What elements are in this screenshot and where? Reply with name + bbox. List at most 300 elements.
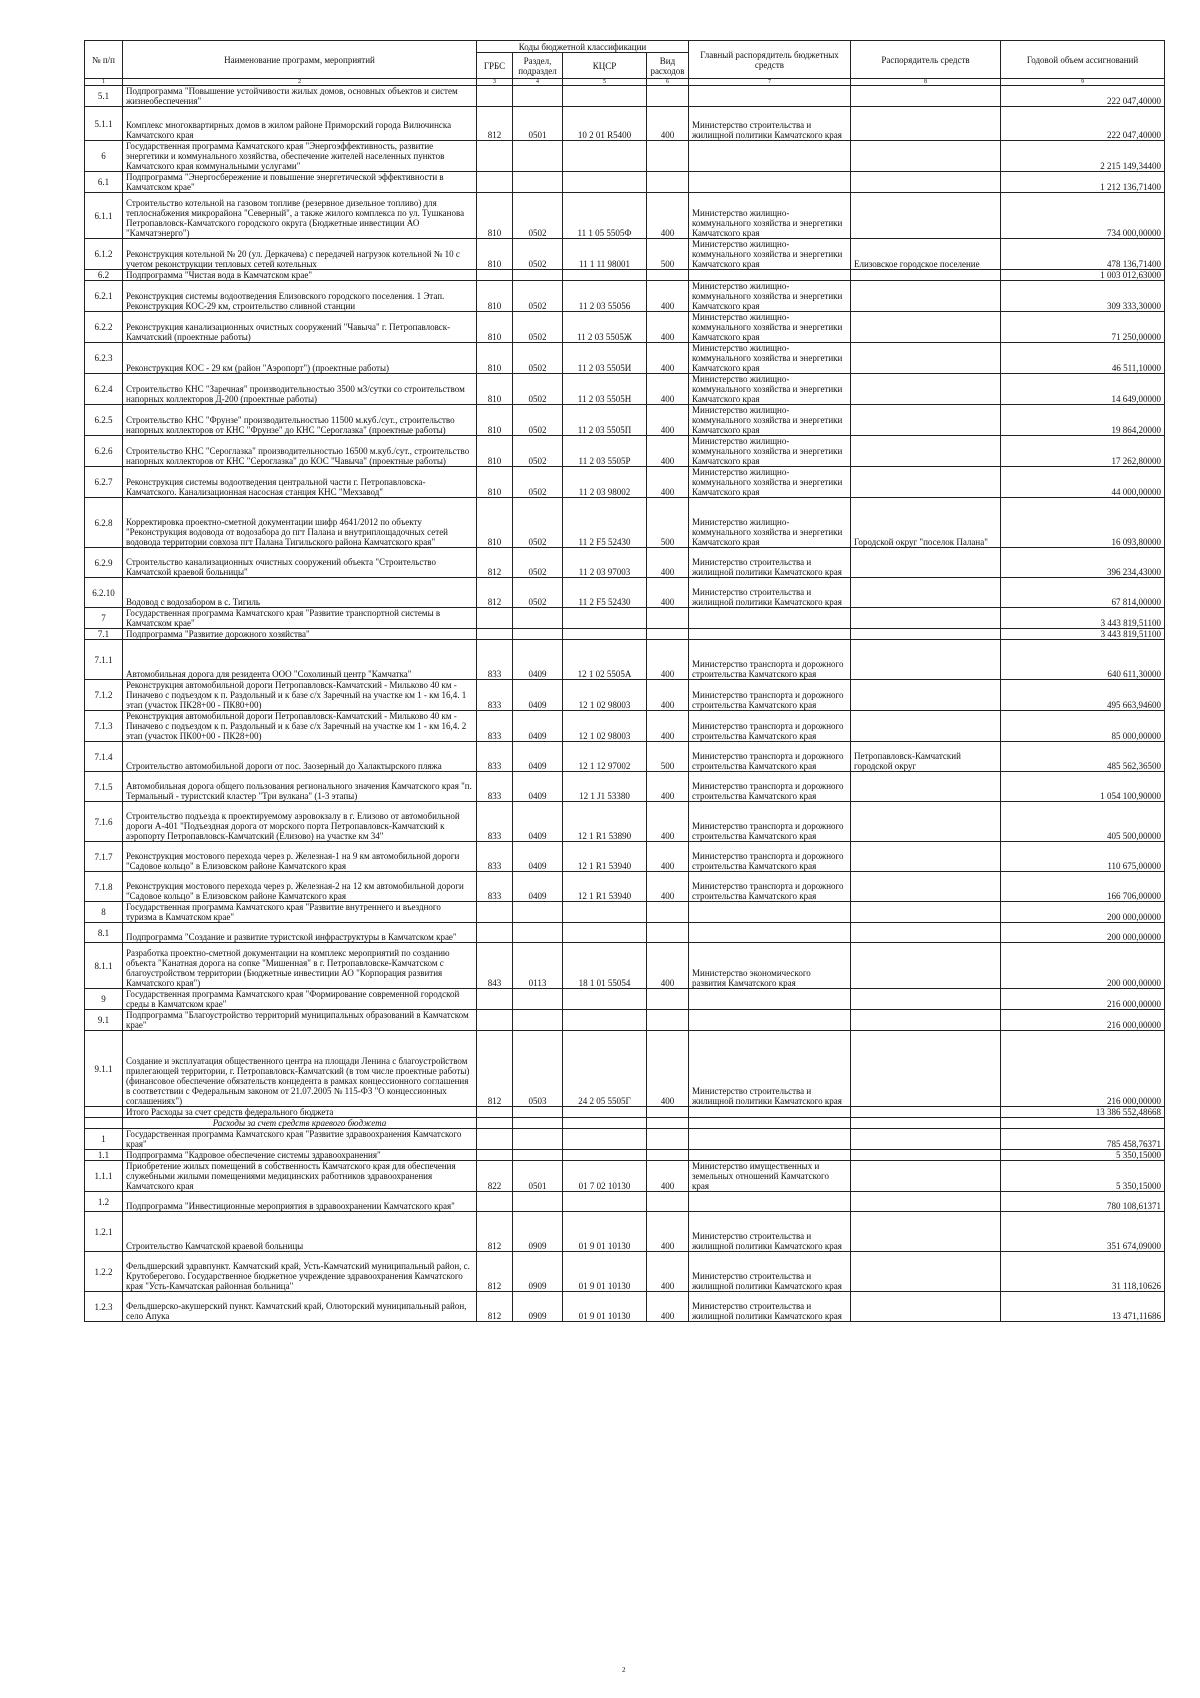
row-vid [647, 989, 689, 1010]
row-main-manager: Министерство жилищно-коммунального хозяйства и энергетики Камчатского края [689, 343, 851, 374]
table-row [85, 498, 1165, 548]
row-main-manager: Министерство строительства и жилищной политики Камчатского края [689, 1031, 851, 1107]
row-amount: 734 000,00000 [1001, 193, 1165, 239]
row-amount: 5 350,15000 [1001, 1150, 1165, 1161]
row-name: Реконструкция системы водоотведения центральной части г. Петропавловска-Камчатского. Канализационная насосная станция КНС "Мехзавод" [123, 467, 477, 498]
row-kcsr: 12 1 02 5505А [563, 640, 647, 680]
row-kcsr: 12 1 12 97002 [563, 742, 647, 772]
table-row [85, 281, 1165, 312]
row-num: 9 [85, 989, 123, 1010]
row-num: 6.2.8 [85, 498, 123, 548]
row-manager [851, 711, 1001, 742]
row-num: 7.1.3 [85, 711, 123, 742]
row-name: Автомобильная дорога для резидента ООО "Сохолиный центр "Камчатка" [123, 640, 477, 680]
row-razdel: 0502 [513, 193, 563, 239]
row-amount: 200 000,00000 [1001, 923, 1165, 943]
row-manager: Петропавловск-Камчатский городской округ [851, 742, 1001, 772]
row-grbs: 810 [477, 405, 513, 436]
row-vid: 500 [647, 742, 689, 772]
table-row [85, 1161, 1165, 1192]
row-razdel: 0909 [513, 1212, 563, 1252]
row-name: Государственная программа Камчатского края "Развитие внутреннего и въездного туризма в Камчатском крае" [123, 902, 477, 923]
row-main-manager: Министерство жилищно-коммунального хозяйства и энергетики Камчатского края [689, 405, 851, 436]
row-vid: 500 [647, 498, 689, 548]
row-kcsr [563, 923, 647, 943]
row-vid [647, 629, 689, 640]
row-amount: 110 675,00000 [1001, 842, 1165, 872]
row-manager [851, 578, 1001, 608]
row-num: 6.1.1 [85, 193, 123, 239]
row-kcsr [563, 172, 647, 193]
row-vid: 400 [647, 374, 689, 405]
row-amount: 495 663,94600 [1001, 680, 1165, 711]
row-grbs: 812 [477, 1212, 513, 1252]
row-kcsr [563, 141, 647, 172]
row-manager [851, 872, 1001, 902]
row-vid: 400 [647, 281, 689, 312]
row-kcsr: 11 2 03 5505И [563, 343, 647, 374]
row-num: 8.1.1 [85, 943, 123, 989]
row-razdel [513, 172, 563, 193]
row-vid: 400 [647, 1031, 689, 1107]
table-row [85, 1292, 1165, 1322]
row-manager [851, 680, 1001, 711]
row-amount: 3 443 819,51100 [1001, 608, 1165, 629]
row-main-manager: Министерство строительства и жилищной политики Камчатского края [689, 1212, 851, 1252]
column-number: 7 [689, 79, 851, 86]
column-number: 1 [85, 79, 123, 86]
row-vid: 400 [647, 943, 689, 989]
row-vid [647, 1107, 689, 1118]
row-num: 8 [85, 902, 123, 923]
row-num: 6.2.10 [85, 578, 123, 608]
row-amount: 1 003 012,63000 [1001, 270, 1165, 281]
row-num [85, 1107, 123, 1118]
header-vid: Вид расходов [647, 53, 689, 79]
row-name: Реконструкция автомобильной дороги Петропавловск-Камчатский - Мильково 40 км - Пиначево с подъездом к п. Раздольный и к базе с/х Заречный на участке км 1 - км 16,4. 1 этап (участок ПК28+00 - ПК80+00) [123, 680, 477, 711]
row-amount: 780 108,61371 [1001, 1192, 1165, 1212]
row-kcsr: 12 1 R1 53940 [563, 842, 647, 872]
row-kcsr [563, 608, 647, 629]
empty-cell [563, 1118, 647, 1129]
row-kcsr: 11 2 03 5505Р [563, 436, 647, 467]
row-kcsr [563, 989, 647, 1010]
row-grbs: 833 [477, 680, 513, 711]
row-grbs: 843 [477, 943, 513, 989]
row-grbs: 810 [477, 498, 513, 548]
header-num: № п/п [85, 41, 123, 79]
row-name: Строительство КНС "Заречная" производительностью 3500 м3/сутки со строительством напорных коллекторов Д-200 (проектные работы) [123, 374, 477, 405]
row-amount: 200 000,00000 [1001, 943, 1165, 989]
row-razdel [513, 86, 563, 107]
row-name: Водовод с водозабором в с. Тигиль [123, 578, 477, 608]
row-manager [851, 1161, 1001, 1192]
row-main-manager: Министерство жилищно-коммунального хозяйства и энергетики Камчатского края [689, 281, 851, 312]
row-vid: 400 [647, 436, 689, 467]
row-kcsr: 11 1 11 98001 [563, 239, 647, 270]
row-name: Реконструкция системы водоотведения Елизовского городского поселения. 1 Этап. Реконструкция КОС-29 км, строительство сливной станции [123, 281, 477, 312]
row-grbs: 812 [477, 1252, 513, 1292]
row-name: Автомобильная дорога общего пользования регионального значения Камчатского края "п. Термальный - туристский кластер "Три вулкана" (1-3 этапы) [123, 772, 477, 802]
row-amount: 5 350,15000 [1001, 1161, 1165, 1192]
row-amount: 309 333,30000 [1001, 281, 1165, 312]
row-razdel: 0501 [513, 1161, 563, 1192]
row-amount: 46 511,10000 [1001, 343, 1165, 374]
row-kcsr: 12 1 R1 53940 [563, 872, 647, 902]
row-grbs [477, 923, 513, 943]
row-num: 6.2.5 [85, 405, 123, 436]
row-razdel: 0502 [513, 548, 563, 578]
row-grbs [477, 141, 513, 172]
table-row [85, 343, 1165, 374]
row-kcsr: 18 1 01 55054 [563, 943, 647, 989]
row-razdel: 0503 [513, 1031, 563, 1107]
header-volume: Годовой объем ассигнований [1001, 41, 1165, 79]
header-name: Наименование программ, мероприятий [123, 41, 477, 79]
row-name: Строительство КНС "Сероглазка" производительностью 16500 м.куб./сут., строительство напорных коллекторов от КНС "Сероглазка" до КОС "Чавыча" (проектные работы) [123, 436, 477, 467]
row-grbs: 833 [477, 711, 513, 742]
row-kcsr [563, 270, 647, 281]
table-row [85, 312, 1165, 343]
table-row [85, 742, 1165, 772]
row-amount: 485 562,36500 [1001, 742, 1165, 772]
row-manager [851, 343, 1001, 374]
section-title: Расходы за счет средств краевого бюджета [123, 1118, 477, 1129]
row-amount: 19 864,20000 [1001, 405, 1165, 436]
row-razdel [513, 141, 563, 172]
row-main-manager: Министерство строительства и жилищной политики Камчатского края [689, 578, 851, 608]
table-row [85, 436, 1165, 467]
row-amount: 222 047,40000 [1001, 86, 1165, 107]
row-main-manager: Министерство жилищно-коммунального хозяйства и энергетики Камчатского края [689, 467, 851, 498]
row-grbs [477, 1192, 513, 1212]
row-main-manager: Министерство транспорта и дорожного строительства Камчатского края [689, 872, 851, 902]
table-row [85, 640, 1165, 680]
row-main-manager: Министерство жилищно-коммунального хозяйства и энергетики Камчатского края [689, 374, 851, 405]
row-num: 1.1.1 [85, 1161, 123, 1192]
row-num: 6.2.2 [85, 312, 123, 343]
row-kcsr [563, 1129, 647, 1150]
row-main-manager: Министерство транспорта и дорожного строительства Камчатского края [689, 802, 851, 842]
row-vid [647, 86, 689, 107]
row-amount: 216 000,00000 [1001, 1010, 1165, 1031]
row-main-manager: Министерство жилищно-коммунального хозяйства и энергетики Камчатского края [689, 312, 851, 343]
row-vid: 400 [647, 640, 689, 680]
row-razdel [513, 608, 563, 629]
row-name: Подпрограмма "Создание и развитие туристской инфраструктуры в Камчатском крае" [123, 923, 477, 943]
row-razdel [513, 629, 563, 640]
row-name: Строительство КНС "Фрунзе" производительностью 11500 м.куб./сут., строительство напорных коллекторов от КНС "Фрунзе" до КНС "Сероглазка" (проектные работы) [123, 405, 477, 436]
row-name: Реконструкция канализационных очистных сооружений "Чавыча" г. Петропавловск-Камчатский (проектные работы) [123, 312, 477, 343]
row-vid [647, 270, 689, 281]
row-kcsr: 12 1 R1 53890 [563, 802, 647, 842]
row-manager [851, 1192, 1001, 1212]
section-row [85, 1118, 1165, 1129]
row-amount: 71 250,00000 [1001, 312, 1165, 343]
row-num: 7.1.8 [85, 872, 123, 902]
row-kcsr: 24 2 05 5505Г [563, 1031, 647, 1107]
row-manager [851, 1010, 1001, 1031]
empty-cell [851, 1118, 1001, 1129]
row-razdel: 0409 [513, 772, 563, 802]
row-name: Государственная программа Камчатского края "Формирование современной городской среды в Камчатском крае" [123, 989, 477, 1010]
row-vid [647, 902, 689, 923]
table-row [85, 923, 1165, 943]
row-num: 9.1.1 [85, 1031, 123, 1107]
table-row [85, 548, 1165, 578]
row-vid [647, 172, 689, 193]
table-row [85, 374, 1165, 405]
empty-cell [513, 1118, 563, 1129]
row-grbs [477, 989, 513, 1010]
row-name: Подпрограмма "Инвестиционные мероприятия в здравоохранении Камчатского края" [123, 1192, 477, 1212]
row-manager [851, 405, 1001, 436]
row-razdel [513, 923, 563, 943]
row-main-manager [689, 270, 851, 281]
row-num: 6.2.7 [85, 467, 123, 498]
row-amount: 67 814,00000 [1001, 578, 1165, 608]
row-grbs: 810 [477, 312, 513, 343]
row-grbs: 812 [477, 578, 513, 608]
table-row [85, 943, 1165, 989]
row-main-manager [689, 608, 851, 629]
table-row [85, 86, 1165, 107]
row-kcsr: 01 7 02 10130 [563, 1161, 647, 1192]
row-razdel: 0909 [513, 1252, 563, 1292]
row-manager [851, 1252, 1001, 1292]
row-manager [851, 312, 1001, 343]
row-razdel: 0502 [513, 498, 563, 548]
row-main-manager: Министерство жилищно-коммунального хозяйства и энергетики Камчатского края [689, 193, 851, 239]
row-grbs [477, 902, 513, 923]
row-grbs: 822 [477, 1161, 513, 1192]
row-razdel: 0502 [513, 405, 563, 436]
table-row [85, 872, 1165, 902]
table-row [85, 107, 1165, 141]
table-row [85, 1212, 1165, 1252]
row-amount: 216 000,00000 [1001, 1031, 1165, 1107]
row-razdel [513, 1010, 563, 1031]
row-name: Фельдшерско-акушерский пункт. Камчатский край, Олюторский муниципальный район, село Апука [123, 1292, 477, 1322]
row-num: 7.1 [85, 629, 123, 640]
row-grbs: 833 [477, 872, 513, 902]
row-name: Подпрограмма "Энергосбережение и повышение энергетической эффективности в Камчатском крае" [123, 172, 477, 193]
row-main-manager: Министерство транспорта и дорожного строительства Камчатского края [689, 711, 851, 742]
row-razdel [513, 1150, 563, 1161]
row-kcsr: 11 1 05 5505Ф [563, 193, 647, 239]
row-main-manager [689, 923, 851, 943]
row-grbs [477, 629, 513, 640]
row-manager [851, 772, 1001, 802]
row-manager [851, 1129, 1001, 1150]
header-codes-group: Коды бюджетной классификации [477, 41, 689, 53]
row-grbs: 812 [477, 1031, 513, 1107]
row-razdel: 0502 [513, 374, 563, 405]
row-amount: 222 047,40000 [1001, 107, 1165, 141]
row-razdel: 0502 [513, 436, 563, 467]
table-row [85, 1129, 1165, 1150]
row-manager: Городской округ "поселок Палана" [851, 498, 1001, 548]
row-razdel: 0409 [513, 842, 563, 872]
table-row [85, 578, 1165, 608]
row-kcsr: 01 9 01 10130 [563, 1292, 647, 1322]
row-razdel: 0502 [513, 343, 563, 374]
row-num: 6.2.6 [85, 436, 123, 467]
table-row [85, 1252, 1165, 1292]
empty-cell [647, 1118, 689, 1129]
row-name: Строительство автомобильной дороги от пос. Заозерный до Халактырского пляжа [123, 742, 477, 772]
row-num: 7 [85, 608, 123, 629]
row-vid: 400 [647, 802, 689, 842]
row-num: 6.2.9 [85, 548, 123, 578]
row-grbs: 833 [477, 742, 513, 772]
table-row [85, 802, 1165, 842]
row-grbs: 833 [477, 772, 513, 802]
column-number-row [85, 79, 1165, 86]
row-name: Строительство канализационных очистных сооружений объекта "Строительство Камчатской краевой больницы" [123, 548, 477, 578]
row-manager [851, 270, 1001, 281]
column-number: 5 [563, 79, 647, 86]
row-grbs [477, 1010, 513, 1031]
row-vid [647, 1129, 689, 1150]
row-manager [851, 629, 1001, 640]
table-row [85, 1010, 1165, 1031]
row-amount: 13 471,11686 [1001, 1292, 1165, 1322]
row-manager [851, 640, 1001, 680]
row-main-manager: Министерство строительства и жилищной политики Камчатского края [689, 107, 851, 141]
row-kcsr: 11 2 F5 52430 [563, 578, 647, 608]
row-num: 8.1 [85, 923, 123, 943]
row-num: 1.2.2 [85, 1252, 123, 1292]
row-manager [851, 172, 1001, 193]
row-razdel [513, 902, 563, 923]
row-vid: 400 [647, 1212, 689, 1252]
row-vid: 500 [647, 239, 689, 270]
row-name: Строительство котельной на газовом топливе (резервное дизельное топливо) для теплоснабжения микрорайона "Северный", а также жилого комплекса по ул. Тушканова Петропавловск-Камчатского городского округа (Бюджетные инвестиции АО "Камчатэнерго") [123, 193, 477, 239]
row-amount: 44 000,00000 [1001, 467, 1165, 498]
row-grbs: 810 [477, 436, 513, 467]
column-number: 8 [851, 79, 1001, 86]
row-grbs [477, 172, 513, 193]
table-row [85, 842, 1165, 872]
row-num: 1.1 [85, 1150, 123, 1161]
column-number: 3 [477, 79, 513, 86]
row-main-manager: Министерство экономического развития Камчатского края [689, 943, 851, 989]
row-razdel [513, 1192, 563, 1212]
row-name: Комплекс многоквартирных домов в жилом районе Приморский города Вилючинска Камчатского края [123, 107, 477, 141]
row-manager [851, 1212, 1001, 1252]
row-manager [851, 1031, 1001, 1107]
row-grbs: 812 [477, 548, 513, 578]
row-amount: 640 611,30000 [1001, 640, 1165, 680]
row-razdel: 0409 [513, 680, 563, 711]
row-amount: 200 000,00000 [1001, 902, 1165, 923]
row-kcsr: 11 2 03 5505П [563, 405, 647, 436]
row-grbs [477, 608, 513, 629]
row-razdel: 0502 [513, 467, 563, 498]
row-manager [851, 436, 1001, 467]
row-amount: 1 212 136,71400 [1001, 172, 1165, 193]
row-amount: 396 234,43000 [1001, 548, 1165, 578]
row-manager [851, 1292, 1001, 1322]
row-grbs [477, 1150, 513, 1161]
row-main-manager [689, 1192, 851, 1212]
row-kcsr: 11 2 03 5505Н [563, 374, 647, 405]
row-razdel: 0909 [513, 1292, 563, 1322]
row-vid [647, 923, 689, 943]
row-num: 1.2 [85, 1192, 123, 1212]
row-razdel: 0409 [513, 802, 563, 842]
row-manager [851, 467, 1001, 498]
row-razdel: 0409 [513, 872, 563, 902]
table-row [85, 239, 1165, 270]
row-num: 7.1.1 [85, 640, 123, 680]
row-grbs [477, 86, 513, 107]
row-manager [851, 989, 1001, 1010]
row-main-manager: Министерство строительства и жилищной политики Камчатского края [689, 548, 851, 578]
row-name: Подпрограмма "Повышение устойчивости жилых домов, основных объектов и систем жизнеобеспечения" [123, 86, 477, 107]
page-number: 2 [622, 1666, 626, 1674]
row-name: Реконструкция КОС - 29 км (район "Аэропорт") (проектные работы) [123, 343, 477, 374]
empty-cell [689, 1118, 851, 1129]
row-vid [647, 141, 689, 172]
table-row [85, 680, 1165, 711]
table-row [85, 711, 1165, 742]
header-grbs: ГРБС [477, 53, 513, 79]
row-name: Строительство подъезда к проектируемому аэровокзалу в г. Елизово от автомобильной дороги А-401 "Подъездная дорога от морского порта Петропавловск-Камчатский к аэропорту Петропавловск-Камчатский (Елизово) на участке км 34" [123, 802, 477, 842]
row-manager [851, 86, 1001, 107]
table-row [85, 629, 1165, 640]
row-manager [851, 193, 1001, 239]
row-razdel [513, 270, 563, 281]
row-num: 7.1.2 [85, 680, 123, 711]
row-manager [851, 902, 1001, 923]
row-vid: 400 [647, 107, 689, 141]
row-kcsr [563, 902, 647, 923]
table-row [85, 772, 1165, 802]
column-number: 9 [1001, 79, 1165, 86]
row-grbs: 833 [477, 640, 513, 680]
row-num: 1 [85, 1129, 123, 1150]
row-vid: 400 [647, 1292, 689, 1322]
row-main-manager [689, 1107, 851, 1118]
row-name: Подпрограмма "Развитие дорожного хозяйства" [123, 629, 477, 640]
row-name: Фельдшерский здравпункт. Камчатский край, Усть-Камчатский муниципальный район, с. Крутоберегово. Государственное бюджетное учреждение здравоохранения Камчатского края "Усть-Камчатская районная больница" [123, 1252, 477, 1292]
row-main-manager: Министерство транспорта и дорожного строительства Камчатского края [689, 680, 851, 711]
table-row [85, 608, 1165, 629]
row-num [85, 1118, 123, 1129]
row-vid: 400 [647, 343, 689, 374]
row-vid: 400 [647, 680, 689, 711]
row-manager [851, 1150, 1001, 1161]
row-vid: 400 [647, 467, 689, 498]
row-kcsr: 12 1 02 98003 [563, 711, 647, 742]
table-row [85, 193, 1165, 239]
row-amount: 3 443 819,51100 [1001, 629, 1165, 640]
row-vid: 400 [647, 193, 689, 239]
row-amount: 1 054 100,90000 [1001, 772, 1165, 802]
row-main-manager [689, 1010, 851, 1031]
row-kcsr [563, 86, 647, 107]
row-grbs: 810 [477, 239, 513, 270]
row-razdel [513, 1129, 563, 1150]
row-grbs: 810 [477, 193, 513, 239]
row-name: Реконструкция автомобильной дороги Петропавловск-Камчатский - Мильково 40 км - Пиначево с подъездом к п. Раздольный и к базе с/х Заречный на участке км 1 - км 16,4. 2 этап (участок ПК00+00 - ПК28+00) [123, 711, 477, 742]
row-kcsr [563, 1192, 647, 1212]
row-razdel: 0502 [513, 578, 563, 608]
row-name: Итого Расходы за счет средств федерального бюджета [123, 1107, 477, 1118]
row-amount: 405 500,00000 [1001, 802, 1165, 842]
